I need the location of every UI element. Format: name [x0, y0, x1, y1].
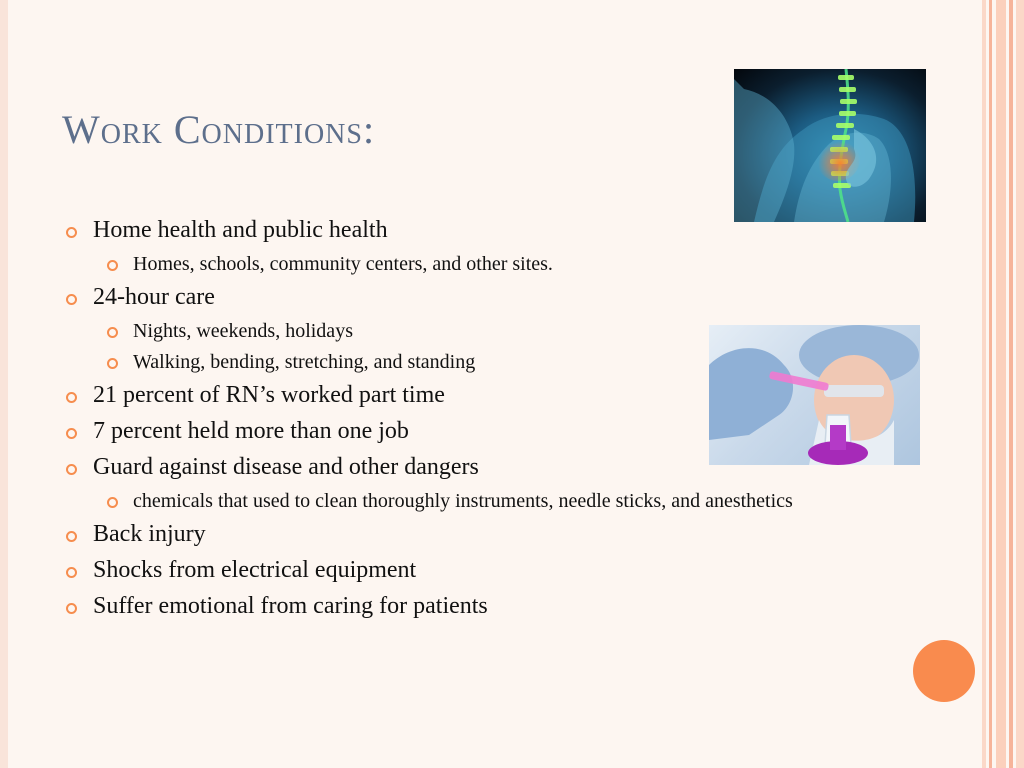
lab-technician-photo	[709, 325, 920, 465]
decorative-stripes	[982, 0, 1024, 768]
bullet-text: Homes, schools, community centers, and other sites.	[133, 253, 553, 275]
bullet-icon	[66, 428, 77, 439]
bullet-icon	[66, 531, 77, 542]
bullet-text: Shocks from electrical equipment	[93, 557, 417, 583]
slide-title: Work Conditions:	[62, 107, 376, 152]
bullet-icon	[107, 327, 118, 338]
bullet-text: 24-hour care	[93, 284, 215, 310]
sub-bullet-item	[64, 252, 884, 276]
bullet-item	[64, 556, 884, 585]
bullet-text: chemicals that used to clean thoroughly instruments, needle sticks, and anesthetics	[133, 490, 793, 512]
bullet-text: Guard against disease and other dangers	[93, 454, 479, 480]
bullet-text: 7 percent held more than one job	[93, 418, 409, 444]
bullet-icon	[66, 464, 77, 475]
bullet-icon	[107, 358, 118, 369]
bullet-icon	[66, 567, 77, 578]
bullet-text: Walking, bending, stretching, and standing	[133, 351, 476, 373]
bullet-icon	[66, 603, 77, 614]
bullet-icon	[107, 260, 118, 271]
bullet-item	[64, 520, 884, 549]
bullet-text: Nights, weekends, holidays	[133, 320, 353, 342]
bullet-item	[64, 283, 884, 312]
bullet-item	[64, 592, 884, 621]
bullet-text: Back injury	[93, 521, 206, 547]
back-spine-photo	[734, 69, 926, 222]
bullet-text: Home health and public health	[93, 217, 388, 243]
sub-bullet-item	[64, 489, 893, 513]
bullet-text: Suffer emotional from caring for patients	[93, 593, 488, 619]
bullet-icon	[66, 294, 77, 305]
bullet-icon	[66, 227, 77, 238]
bullet-icon	[66, 392, 77, 403]
accent-circle	[913, 640, 975, 702]
bullet-text: 21 percent of RN’s worked part time	[93, 382, 445, 408]
bullet-icon	[107, 497, 118, 508]
